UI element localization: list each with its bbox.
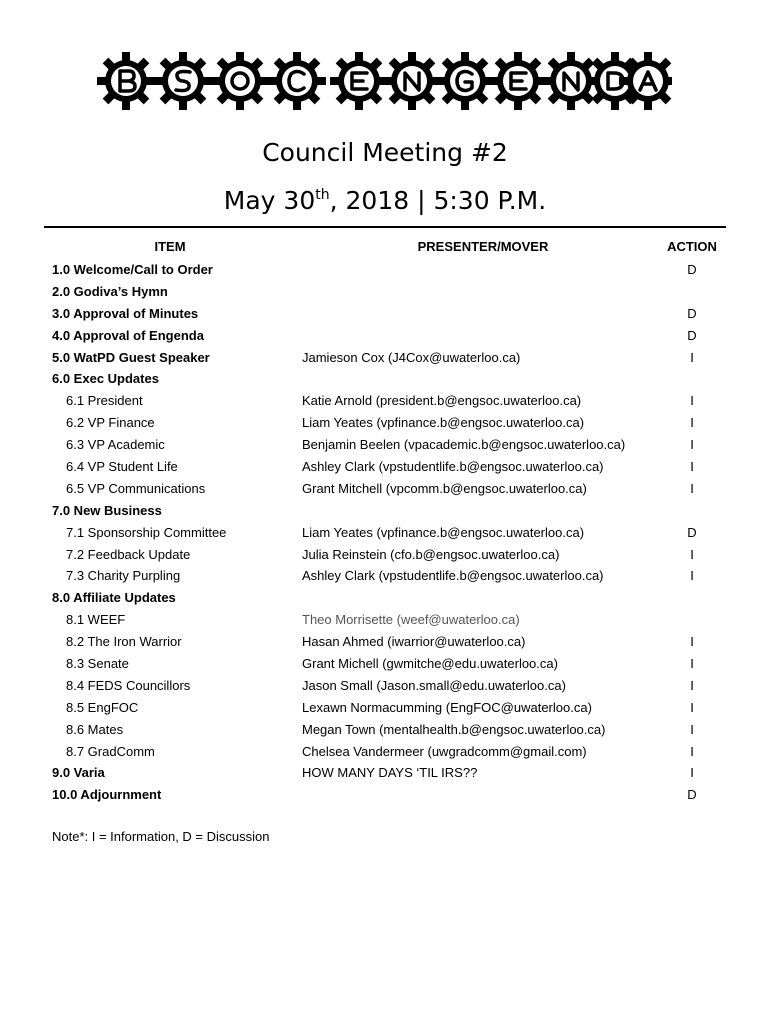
agenda-row [0, 392, 770, 414]
agenda-action: I [690, 480, 694, 496]
agenda-item: 2.0 Godiva’s Hymn [52, 283, 168, 299]
column-header-presenter: PRESENTER/MOVER [417, 239, 549, 254]
agenda-action: I [690, 699, 694, 715]
agenda-row [0, 261, 770, 283]
agenda-row [0, 546, 770, 568]
agenda-presenter: Benjamin Beelen (vpacademic.b@engsoc.uwaterloo.ca) [302, 437, 626, 453]
agenda-action: I [690, 568, 694, 584]
agenda-action: I [690, 546, 694, 562]
agenda-table [0, 261, 770, 808]
agenda-item: 8.5 EngFOC [66, 699, 139, 715]
agenda-item: 10.0 Adjournment [52, 787, 162, 803]
agenda-presenter: Jamieson Cox (J4Cox@uwaterloo.ca) [302, 349, 521, 365]
agenda-item: 8.7 GradComm [66, 743, 155, 759]
agenda-item: 8.0 Affiliate Updates [52, 590, 176, 606]
agenda-row [0, 721, 770, 743]
agenda-row [0, 633, 770, 655]
agenda-row [0, 611, 770, 633]
agenda-row [0, 327, 770, 349]
agenda-action: I [690, 656, 694, 672]
agenda-presenter: Hasan Ahmed (iwarrior@uwaterloo.ca) [302, 634, 526, 650]
agenda-row [0, 524, 770, 546]
agenda-action: I [690, 393, 694, 409]
agenda-row [0, 655, 770, 677]
column-header-item: ITEM [154, 239, 186, 254]
agenda-row [0, 786, 770, 808]
agenda-action: D [687, 305, 697, 321]
agenda-row [0, 764, 770, 786]
agenda-action: I [690, 415, 694, 431]
agenda-item: 6.0 Exec Updates [52, 371, 159, 387]
agenda-row [0, 699, 770, 721]
agenda-action: I [690, 634, 694, 650]
meeting-date: May 30th, 2018 | 5:30 P.M. [223, 186, 547, 215]
legend-note: Note*: I = Information, D = Discussion [52, 829, 270, 844]
agenda-action: I [690, 677, 694, 693]
agenda-row [0, 677, 770, 699]
agenda-presenter: Grant Mitchell (vpcomm.b@engsoc.uwaterloo.ca) [302, 480, 587, 496]
agenda-item: 6.2 VP Finance [66, 415, 155, 431]
agenda-item: 8.6 Mates [66, 721, 124, 737]
agenda-item: 1.0 Welcome/Call to Order [52, 262, 213, 277]
agenda-action: D [687, 524, 697, 540]
agenda-presenter: Chelsea Vandermeer (uwgradcomm@gmail.com) [302, 743, 587, 759]
column-header-action: ACTION [667, 239, 717, 254]
agenda-item: 8.2 The Iron Warrior [66, 634, 182, 650]
agenda-row [0, 436, 770, 458]
agenda-row [0, 349, 770, 371]
agenda-action: D [687, 262, 697, 277]
agenda-presenter: Theo Morrisette (weef@uwaterloo.ca) [302, 612, 520, 628]
agenda-row [0, 480, 770, 502]
agenda-action: I [690, 349, 694, 365]
agenda-row [0, 458, 770, 480]
agenda-item: 6.5 VP Communications [66, 480, 206, 496]
agenda-row [0, 589, 770, 611]
meeting-title: Council Meeting #2 [262, 138, 508, 167]
agenda-action: I [690, 765, 694, 781]
engenda-logo [96, 52, 672, 110]
agenda-presenter: Julia Reinstein (cfo.b@engsoc.uwaterloo.ca) [302, 546, 560, 562]
agenda-presenter: Jason Small (Jason.small@edu.uwaterloo.ca) [302, 677, 566, 693]
title-divider [44, 226, 726, 228]
agenda-row [0, 743, 770, 765]
agenda-presenter: Liam Yeates (vpfinance.b@engsoc.uwaterloo.ca) [302, 524, 585, 540]
agenda-row [0, 414, 770, 436]
agenda-presenter: Liam Yeates (vpfinance.b@engsoc.uwaterloo.ca) [302, 415, 585, 431]
agenda-presenter: Grant Michell (gwmitche@edu.uwaterloo.ca) [302, 656, 558, 672]
agenda-presenter: Ashley Clark (vpstudentlife.b@engsoc.uwaterloo.ca) [302, 568, 604, 584]
agenda-item: 7.0 New Business [52, 502, 162, 518]
agenda-presenter: Ashley Clark (vpstudentlife.b@engsoc.uwaterloo.ca) [302, 459, 604, 475]
agenda-item: 8.1 WEEF [66, 612, 126, 628]
agenda-action: D [687, 327, 697, 343]
agenda-presenter: Katie Arnold (president.b@engsoc.uwaterloo.ca) [302, 393, 582, 409]
agenda-action: I [690, 459, 694, 475]
agenda-item: 6.3 VP Academic [66, 437, 165, 453]
agenda-row [0, 283, 770, 305]
agenda-action: I [690, 721, 694, 737]
agenda-row [0, 370, 770, 392]
agenda-item: 7.3 Charity Purpling [66, 568, 181, 584]
agenda-action: D [687, 787, 697, 803]
agenda-presenter: HOW MANY DAYS ‘TIL IRS?? [302, 765, 478, 781]
agenda-row [0, 502, 770, 524]
agenda-item: 9.0 Varia [52, 765, 105, 781]
agenda-presenter: Megan Town (mentalhealth.b@engsoc.uwaterloo.ca) [302, 721, 606, 737]
agenda-item: 8.3 Senate [66, 656, 129, 672]
agenda-item: 6.4 VP Student Life [66, 459, 178, 475]
agenda-item: 7.1 Sponsorship Committee [66, 524, 227, 540]
agenda-item: 5.0 WatPD Guest Speaker [52, 349, 210, 365]
agenda-item: 6.1 President [66, 393, 143, 409]
agenda-item: 8.4 FEDS Councillors [66, 677, 191, 693]
agenda-row [0, 567, 770, 589]
agenda-action: I [690, 743, 694, 759]
agenda-item: 7.2 Feedback Update [66, 546, 191, 562]
agenda-item: 4.0 Approval of Engenda [52, 327, 204, 343]
agenda-presenter: Lexawn Normacumming (EngFOC@uwaterloo.ca) [302, 699, 592, 715]
agenda-item: 3.0 Approval of Minutes [52, 305, 199, 321]
agenda-row [0, 305, 770, 327]
agenda-action: I [690, 437, 694, 453]
